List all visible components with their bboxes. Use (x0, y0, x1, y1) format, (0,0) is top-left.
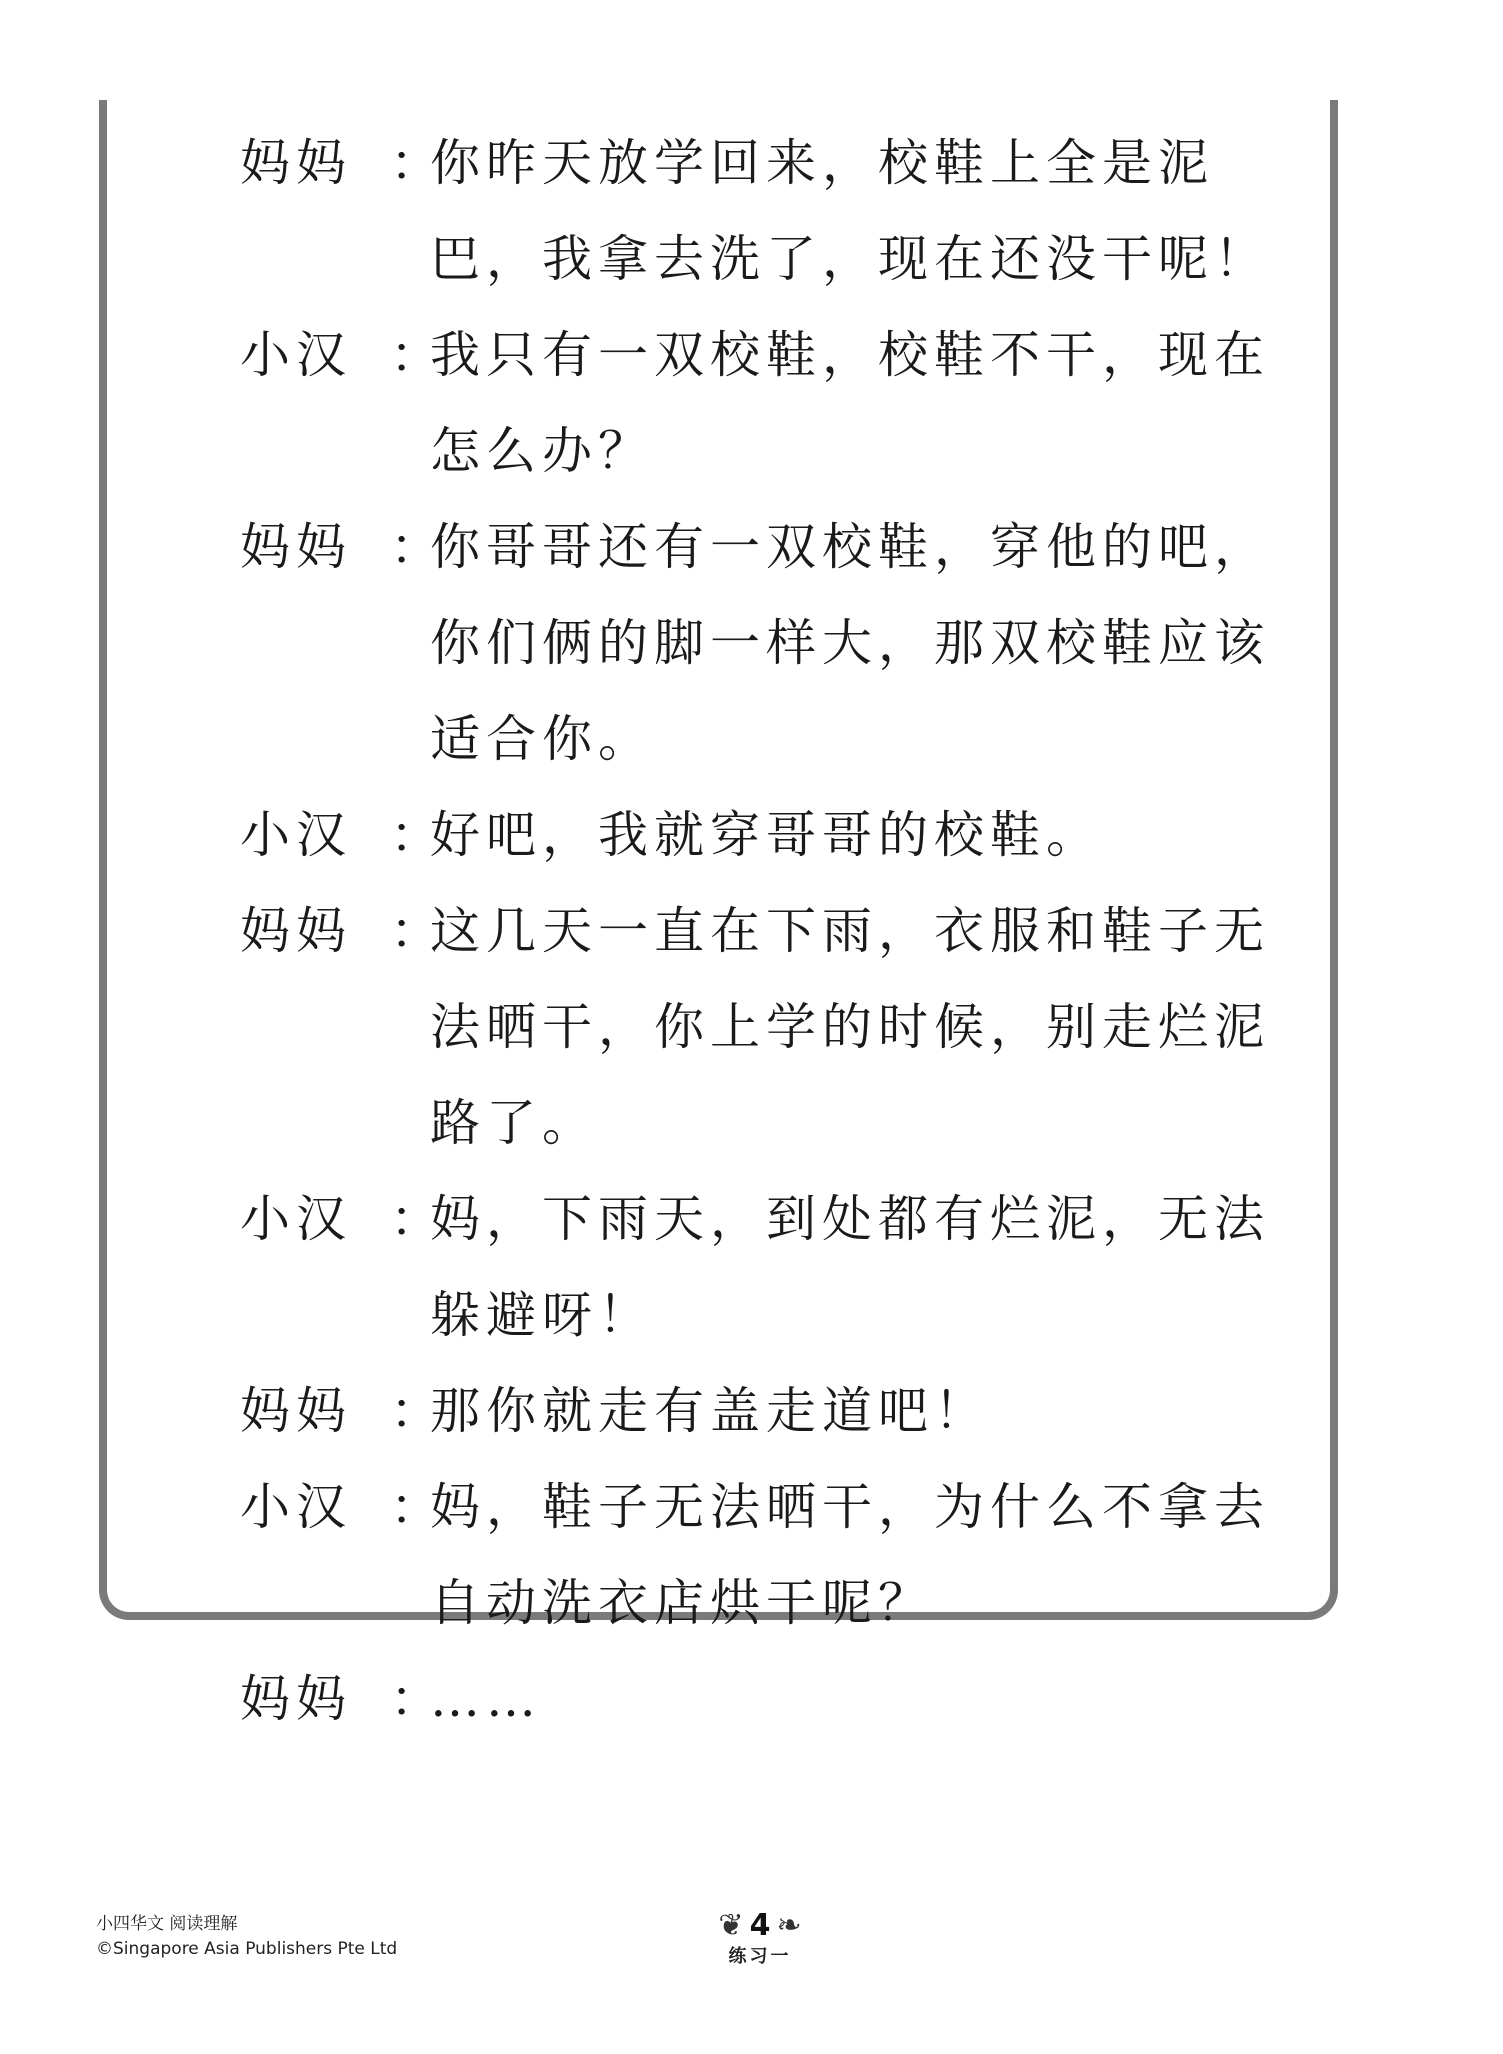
dialogue-text: 那你就走有盖走道吧！ (430, 1382, 990, 1440)
dialogue-line (240, 307, 1320, 499)
dialogue-text: 妈，鞋子无法晒干，为什么不拿去自动洗衣店烘干呢？ (430, 1478, 1270, 1632)
speaker-name: 小汉 (240, 326, 352, 384)
speaker-name: 小汉 (240, 806, 352, 864)
dialogue-text: 你昨天放学回来，校鞋上全是泥巴，我拿去洗了，现在还没干呢！ (430, 134, 1270, 288)
speaker-colon: ： (390, 326, 446, 384)
speaker-name: 妈妈 (240, 1382, 352, 1440)
page-number-row (680, 1908, 840, 1944)
right-ornament-icon: ❧ (776, 1908, 802, 1943)
page-number: 4 (749, 1908, 771, 1943)
dialogue-text: 好吧，我就穿哥哥的校鞋。 (430, 806, 1102, 864)
footer-credits (96, 1912, 397, 1962)
speaker-name: 妈妈 (240, 1670, 352, 1728)
speaker-colon: ： (390, 902, 446, 960)
speaker-name: 妈妈 (240, 902, 352, 960)
page-footer (680, 1908, 840, 1970)
dialogue-line (240, 1363, 1320, 1459)
dialogue-text: 这几天一直在下雨，衣服和鞋子无法晒干，你上学的时候，别走烂泥路了。 (430, 902, 1270, 1152)
speaker-colon: ： (390, 1670, 446, 1728)
left-ornament-icon: ❦ (718, 1908, 744, 1943)
speaker-colon: ： (390, 1190, 446, 1248)
dialogue-line (240, 787, 1320, 883)
dialogue-line (240, 883, 1320, 1171)
speaker-colon: ： (390, 1382, 446, 1440)
dialogue-line (240, 1651, 1320, 1747)
section-title: 练习一 (728, 1946, 792, 1967)
dialogue-text: 你哥哥还有一双校鞋，穿他的吧，你们俩的脚一样大，那双校鞋应该适合你。 (430, 518, 1270, 768)
speaker-colon: ： (390, 134, 446, 192)
speaker-colon: ： (390, 1478, 446, 1536)
dialogue-line (240, 1459, 1320, 1651)
dialogue-text: 我只有一双校鞋，校鞋不干，现在怎么办？ (430, 326, 1270, 480)
speaker-name: 小汉 (240, 1478, 352, 1536)
dialogue-text: …… (430, 1670, 542, 1728)
speaker-name: 小汉 (240, 1190, 352, 1248)
dialogue-line (240, 1171, 1320, 1363)
speaker-name: 妈妈 (240, 134, 352, 192)
speaker-name: 妈妈 (240, 518, 352, 576)
copyright-text: ©Singapore Asia Publishers Pte Ltd (96, 1939, 398, 1959)
speaker-colon: ： (390, 518, 446, 576)
book-title: 小四华文 阅读理解 (96, 1914, 238, 1934)
speaker-colon: ： (390, 806, 446, 864)
dialogue-text: 妈，下雨天，到处都有烂泥，无法躲避呀！ (430, 1190, 1270, 1344)
dialogue-list (240, 115, 1320, 1747)
dialogue-line (240, 115, 1320, 307)
dialogue-line (240, 499, 1320, 787)
